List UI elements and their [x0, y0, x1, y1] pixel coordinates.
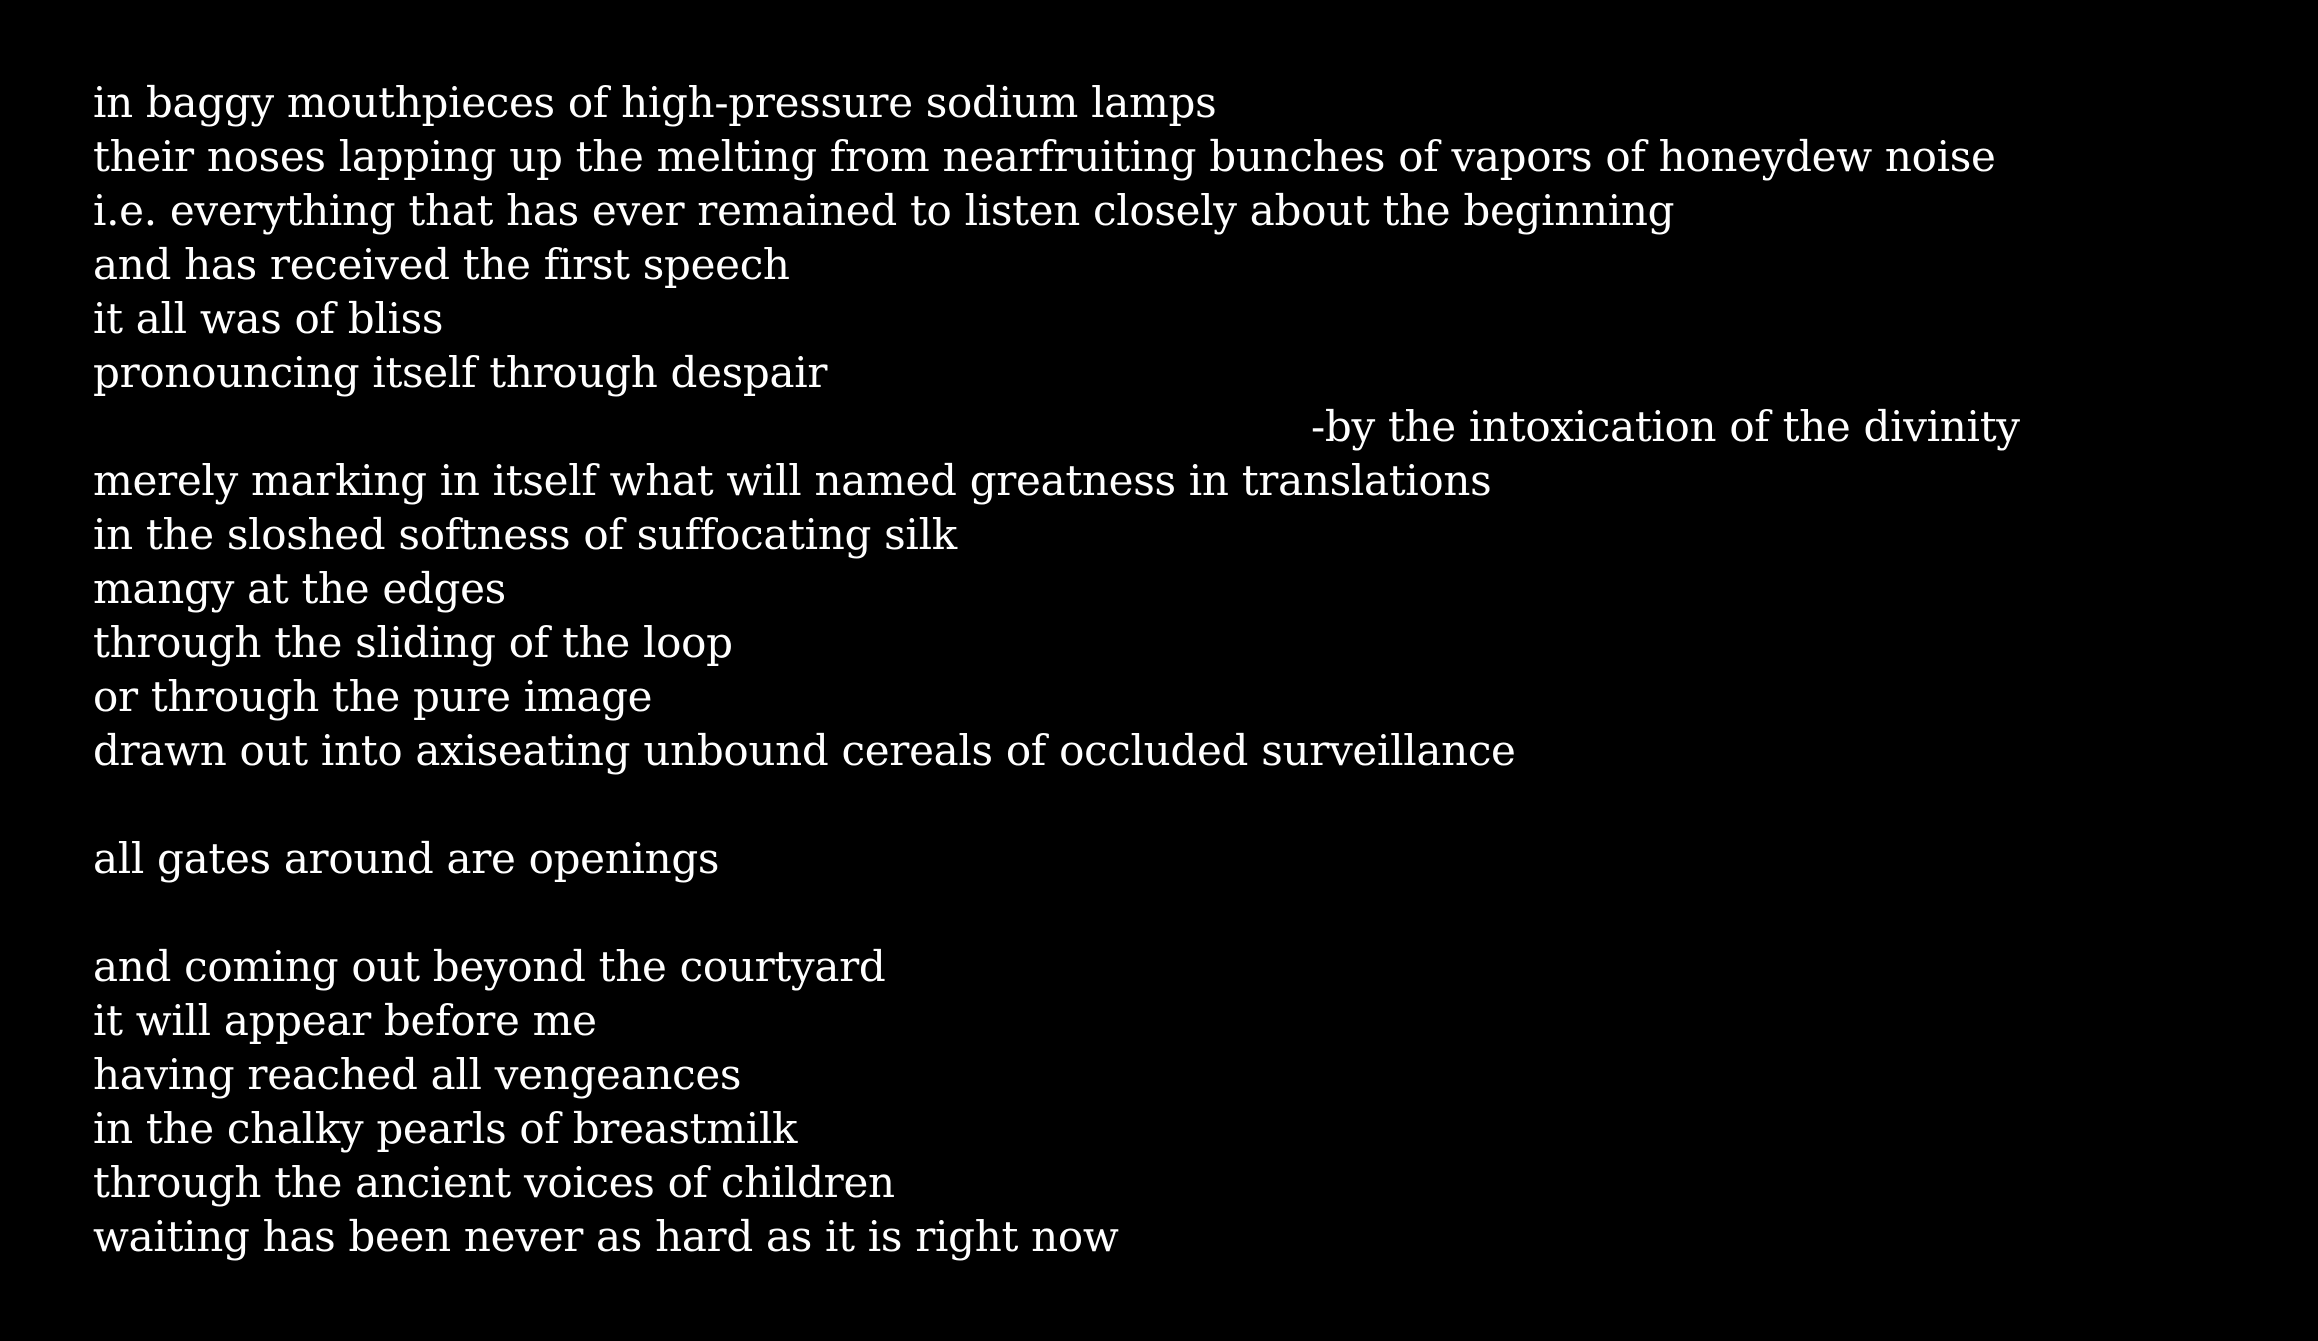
poem-line: it all was of bliss [93, 294, 444, 343]
poem-line: or through the pure image [93, 672, 653, 721]
poem-line: i.e. everything that has ever remained to listen closely about the beginning [93, 186, 1675, 235]
poem-line: pronouncing itself through despair [93, 348, 828, 397]
poem-line: their noses lapping up the melting from nearfruiting bunches of vapors of honeydew noise [93, 132, 1996, 181]
poem-line: in the sloshed softness of suffocating silk [93, 510, 957, 559]
poem-line: and has received the first speech [93, 240, 790, 289]
poem-line: drawn out into axiseating unbound cereals of occluded surveillance [93, 726, 1516, 775]
poem-line: it will appear before me [93, 996, 597, 1045]
poem-line-indented: -by the intoxication of the divinity [1311, 402, 2020, 451]
poem-line: all gates around are openings [93, 834, 720, 883]
poem-line: in the chalky pearls of breastmilk [93, 1104, 798, 1153]
poem-line: mangy at the edges [93, 564, 506, 613]
stanza-break [93, 778, 2243, 832]
poem-line: merely marking in itself what will named greatness in translations [93, 456, 1492, 505]
poem-line: through the sliding of the loop [93, 618, 733, 667]
poem-line: in baggy mouthpieces of high-pressure sodium lamps [93, 78, 1217, 127]
poem-line: having reached all vengeances [93, 1050, 742, 1099]
stanza-break [93, 886, 2243, 940]
poem-line: through the ancient voices of children [93, 1158, 895, 1207]
poem-line: waiting has been never as hard as it is right now [93, 1212, 1119, 1261]
poem-text [93, 76, 2243, 1264]
poem-line: and coming out beyond the courtyard [93, 942, 886, 991]
